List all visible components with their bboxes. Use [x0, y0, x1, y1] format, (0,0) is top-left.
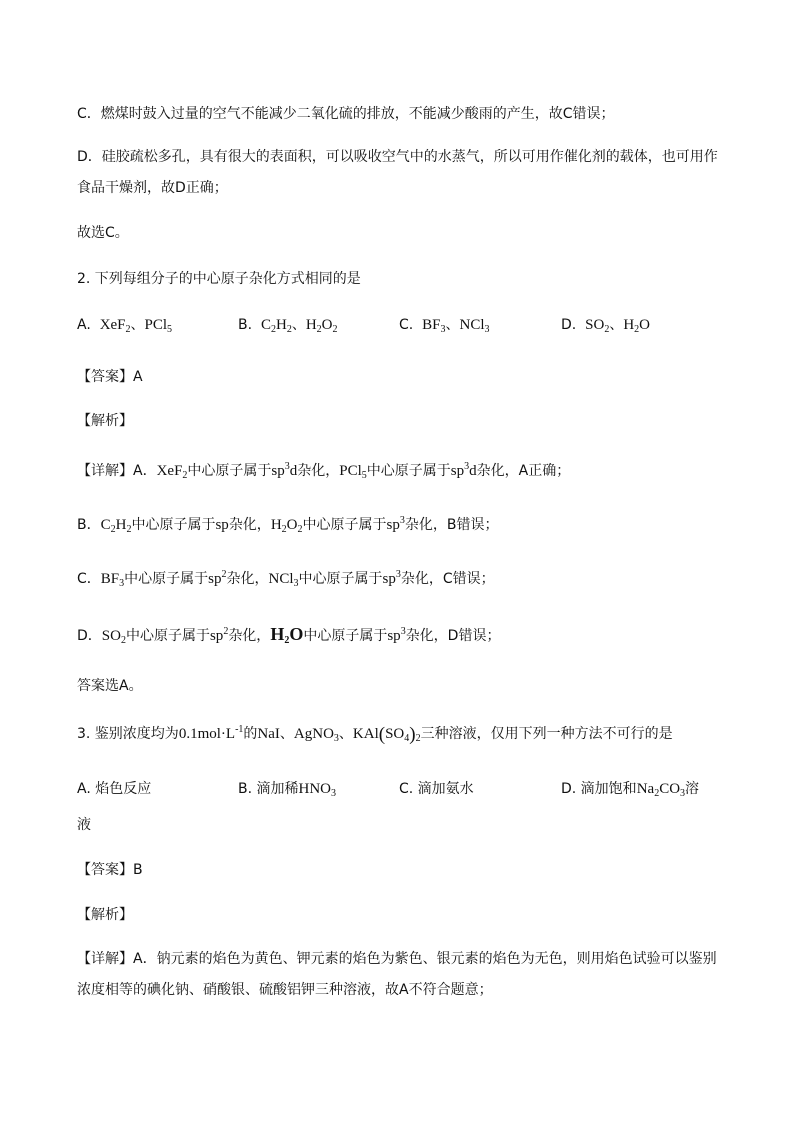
- q2-option-d: D. $SO_2$、$H_2O$: [561, 317, 651, 335]
- q3-analysis-heading: 【解析】: [77, 907, 133, 923]
- prev-conclusion: 故选C。: [77, 225, 129, 241]
- prev-option-d-explanation-line1: D．硅胶疏松多孔，具有很大的表面积，可以吸收空气中的水蒸气，所以可用作催化剂的载体，也可用作: [77, 149, 718, 165]
- q3-stem: 3. 鉴别浓度均为$0.1mol\cdot L^{-1}$的NaI、AgNO$_3$、$KAl(SO_4)_2$三种溶液，仅用下列一种方法不可行的是: [77, 724, 673, 745]
- q2-stem: 2. 下列每组分子的中心原子杂化方式相同的是: [77, 271, 361, 287]
- q2-detail-a: 【详解】A．XeF$_2$中心原子属于$sp^3d$杂化，PCl$_5$中心原子属于$sp^3d$杂化，A正确；: [77, 461, 571, 481]
- q3-option-a: A. 焰色反应: [77, 781, 152, 797]
- q2-option-c: C. $BF_3$、NCl$_3$: [399, 317, 490, 335]
- q2-option-b: B. $C_2H_2$、$H_2O_2$: [238, 317, 338, 335]
- q3-answer: 【答案】B: [77, 862, 143, 878]
- q2-answer: 【答案】A: [77, 369, 143, 385]
- q3-detail-line1: 【详解】A．钠元素的焰色为黄色、钾元素的焰色为紫色、银元素的焰色为无色，则用焰色试验可以鉴别: [77, 951, 717, 967]
- prev-option-c-explanation: C．燃煤时鼓入过量的空气不能减少二氧化硫的排放，不能减少酸雨的产生，故C错误；: [77, 106, 615, 122]
- prev-option-d-explanation-line2: 食品干燥剂，故D正确；: [77, 180, 228, 196]
- q2-conclusion: 答案选A。: [77, 678, 143, 694]
- q2-analysis-heading: 【解析】: [77, 413, 133, 429]
- q2-detail-b: B．$C_2H_2$中心原子属于sp杂化，$H_2O_2$中心原子属于$sp^3$杂化，B错误；: [77, 515, 499, 535]
- q3-detail-line2: 浓度相等的碘化钠、硝酸银、硫酸铝钾三种溶液，故A不符合题意；: [77, 982, 493, 998]
- q3-option-d: D. 滴加饱和$Na_2CO_3$溶: [561, 781, 700, 799]
- q3-option-b: B. 滴加稀$HNO_3$: [238, 781, 337, 799]
- q2-detail-d: D．$SO_2$中心原子属于$sp^2$杂化，$H_2O$中心原子属于$sp^3$杂化，D错误；: [77, 624, 501, 646]
- q3-option-d-wrap: 液: [77, 817, 91, 833]
- q2-option-a: A. XeF$_2$、PCl$_5$: [77, 317, 173, 335]
- q3-option-c: C. 滴加氨水: [399, 781, 474, 797]
- q2-detail-c: C．$BF_3$中心原子属于$sp^2$杂化，NCl$_3$中心原子属于$sp^3$杂化，C错误；: [77, 569, 495, 589]
